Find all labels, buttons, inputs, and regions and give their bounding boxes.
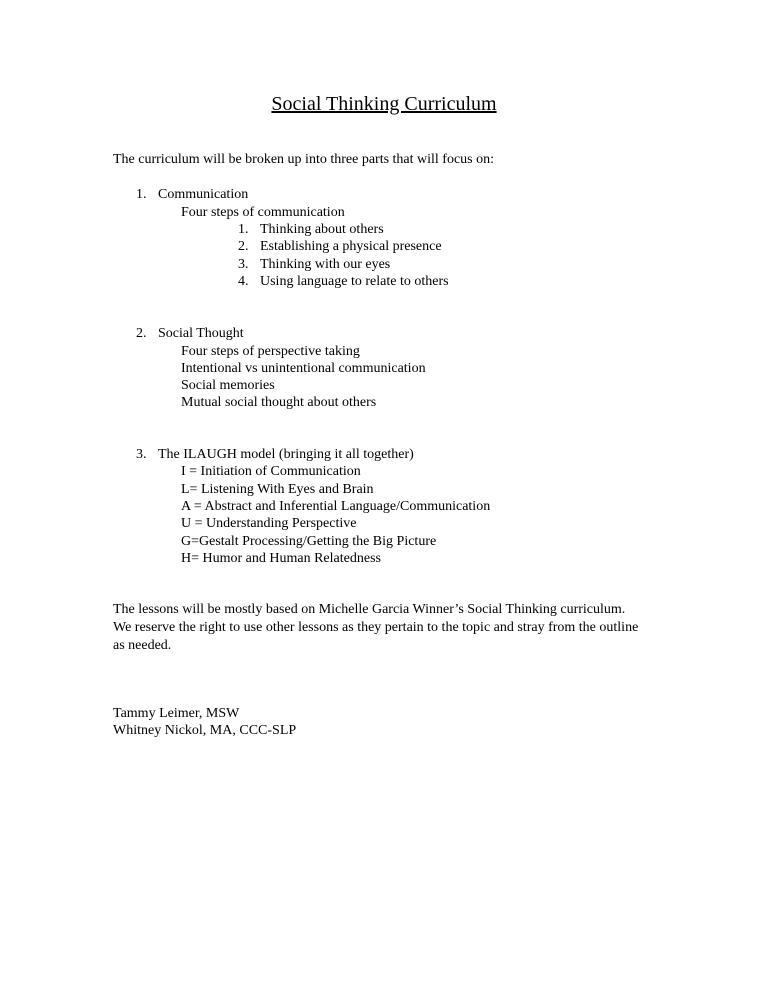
section-number: 2. [136, 326, 147, 341]
signature-line: Tammy Leimer, MSW [113, 706, 240, 721]
step-text: Establishing a physical presence [260, 239, 442, 254]
signature-line: Whitney Nickol, MA, CCC-SLP [113, 723, 297, 738]
list-item: H= Humor and Human Relatedness [181, 551, 381, 566]
section-heading: Communication [158, 187, 249, 202]
step-number: 3. [238, 257, 249, 272]
list-item: U = Understanding Perspective [181, 516, 357, 531]
document-title: Social Thinking Curriculum [271, 93, 497, 115]
step-number: 1. [238, 222, 249, 237]
intro-text: The curriculum will be broken up into three parts that will focus on: [113, 152, 495, 167]
section-heading: Social Thought [158, 326, 244, 341]
closing-paragraph: The lessons will be mostly based on Michelle Garcia Winner’s Social Thinking curriculum. We reserve the right to use other lessons as they pertain to the topic and stray from the outline as needed. [113, 602, 639, 653]
section-heading: The ILAUGH model (bringing it all together) [158, 447, 414, 462]
section-number: 1. [136, 187, 147, 202]
list-item: Mutual social thought about others [181, 395, 377, 410]
list-item: Four steps of perspective taking [181, 344, 360, 359]
step-number: 4. [238, 274, 249, 289]
list-item: L= Listening With Eyes and Brain [181, 482, 374, 497]
list-item: Social memories [181, 378, 275, 393]
list-item: I = Initiation of Communication [181, 464, 361, 479]
step-text: Thinking with our eyes [260, 257, 391, 272]
step-text: Using language to relate to others [260, 274, 449, 289]
list-item: Intentional vs unintentional communication [181, 361, 426, 376]
list-item: A = Abstract and Inferential Language/Communication [181, 499, 491, 514]
section-number: 3. [136, 447, 147, 462]
list-item: G=Gestalt Processing/Getting the Big Picture [181, 534, 437, 549]
step-number: 2. [238, 239, 249, 254]
section-subheading: Four steps of communication [181, 205, 345, 220]
step-text: Thinking about others [260, 222, 384, 237]
